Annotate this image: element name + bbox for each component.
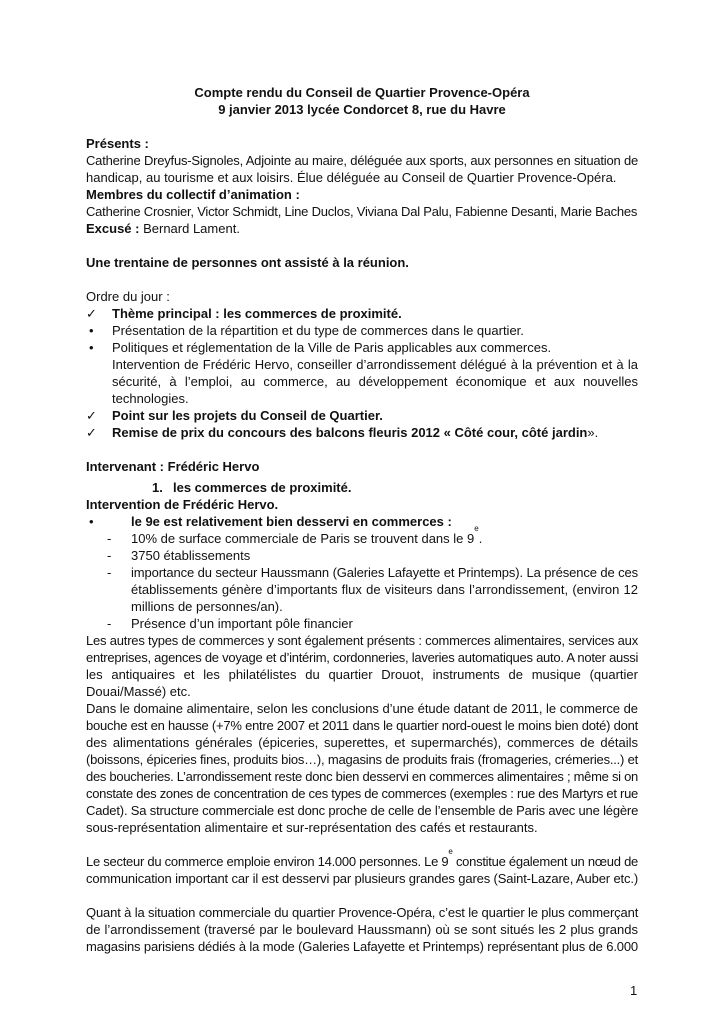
text-line: des boucheries. L’arrondissement reste donc bien desservi en commerces alimentaires ; même si on [86, 769, 638, 784]
text-line: sous-représentation alimentaire et sur-représentation des cafés et restaurants. [86, 820, 538, 835]
text-line: Intervention de Frédéric Hervo, conseiller d’arrondissement délégué à la prévention et à la [112, 357, 638, 372]
text-line: bouche est en hausse (+7% entre 2007 et 2011 dans le quartier nord-ouest le moins bien doté) dont [86, 718, 638, 733]
paragraph-employment [86, 847, 639, 887]
checkmark-icon: ✓ [86, 425, 97, 440]
dash-icon: - [107, 548, 112, 563]
attendance-note: Une trentaine de personnes ont assisté à la réunion. [86, 255, 409, 270]
text-line: magasins parisiens dédiés à la mode (Galeries Lafayette et Printemps) représentant plus de 6.000 [86, 939, 638, 954]
text-line: (boissons, épiceries fines, produits bios…), magasins de produits frais (fromageries, crémeries...) et [86, 752, 638, 767]
checkmark-icon: ✓ [86, 408, 97, 423]
bullet-item-label: le 9e est relativement bien desservi en commerces : [131, 514, 452, 529]
superscript: e [474, 524, 479, 533]
bullet-icon: • [89, 514, 94, 529]
intervention-heading: Intervention de Frédéric Hervo. [86, 497, 279, 512]
text-line: Les autres types de commerces y sont également présents : commerces alimentaires, services aux [86, 633, 638, 648]
text-line: Catherine Dreyfus-Signoles, Adjointe au maire, déléguée aux sports, aux personnes en situation de [86, 153, 638, 168]
page-number: 1 [630, 983, 638, 998]
agenda-subitem-detail [86, 356, 638, 407]
bullet-icon: • [89, 340, 94, 355]
excuse-line [86, 220, 638, 237]
excuse-label: Excusé : [86, 221, 140, 236]
dash-item [86, 547, 638, 564]
dash-item-text: Présence d’un important pôle financier [131, 616, 353, 631]
dash-item [86, 564, 638, 615]
text-line: entreprises, agences de voyage et d’intérim, cordonneries, laveries automatiques auto. A noter aussi [86, 650, 639, 665]
text-line: constate des zones de concentration de ces types de commerces (exemples : rue des Martyrs et rue [86, 786, 638, 801]
text-line: de l’arrondissement (traversé par le boulevard Haussmann) où se sont situés les 2 plus grands [86, 922, 638, 937]
dash-item [86, 524, 638, 547]
paragraph-other-shops [86, 632, 638, 700]
text-line: Douai/Massé) etc. [86, 684, 191, 699]
agenda-subitem [86, 339, 638, 356]
agenda-heading: Ordre du jour : [86, 289, 170, 304]
speaker-line: Intervenant : Frédéric Hervo [86, 459, 260, 474]
document-subtitle: 9 janvier 2013 lycée Condorcet 8, rue du Havre [218, 102, 506, 117]
text-line: sécurité, à l’emploi, au commerce, au développement économique et aux nouvelles [112, 374, 638, 389]
paragraph-food-sector [86, 700, 638, 836]
agenda-subitem-label: Présentation de la répartition et du type de commerces dans le quartier. [112, 323, 524, 338]
text-line: les antiquaires et les philatélistes du quartier Drouot, instruments de musique (quartier [86, 667, 638, 682]
agenda-item-label: Thème principal : les commerces de proximité. [112, 306, 402, 321]
agenda-item-label: Point sur les projets du Conseil de Quartier. [112, 408, 383, 423]
text-line: communication important car il est desservi par plusieurs grandes gares (Saint-Lazare, Auber etc.) [86, 871, 639, 886]
members-list: Catherine Crosnier, Victor Schmidt, Line Duclos, Viviana Dal Palu, Fabienne Desanti, Marie Baches [86, 204, 638, 219]
section-title: les commerces de proximité. [173, 480, 352, 495]
text-line: Quant à la situation commerciale du quartier Provence-Opéra, c’est le quartier le plus commerçant [86, 905, 639, 920]
text-segment: Le secteur du commerce emploie environ 14.000 personnes. Le 9 [86, 854, 449, 869]
text-segment: constitue également un nœud de [452, 854, 639, 869]
excuse-value: Bernard Lament. [139, 221, 240, 236]
paragraph-provence-opera [86, 904, 638, 955]
dash-item-text: 10% de surface commerciale de Paris se trouvent dans le 9 [131, 531, 475, 546]
bullet-item [86, 513, 638, 530]
agenda-item [86, 407, 638, 424]
agenda-item [86, 305, 638, 322]
section-number: 1. [152, 480, 163, 495]
document-page [86, 84, 638, 955]
dash-icon: - [107, 531, 112, 546]
text-line [86, 847, 639, 870]
text-line: Cadet). Sa structure commerciale est donc proche de celle de l’ensemble de Paris avec une légère [86, 803, 639, 818]
dash-item-text: 3750 établissements [131, 548, 251, 563]
checkmark-icon: ✓ [86, 306, 97, 321]
dash-icon: - [107, 616, 112, 631]
agenda-subitem [86, 322, 638, 339]
text-line: Dans le domaine alimentaire, selon les conclusions d’une étude datant de 2011, le commerce de [86, 701, 638, 716]
agenda-item [86, 424, 638, 441]
text-line: millions de personnes/an). [131, 599, 283, 614]
dash-item-text: . [478, 531, 483, 546]
agenda-item-tail: ». [587, 425, 599, 440]
section-heading [86, 479, 638, 496]
dash-item-text [86, 564, 638, 615]
dash-item [86, 615, 638, 632]
document-title: Compte rendu du Conseil de Quartier Provence-Opéra [194, 85, 530, 100]
text-line: des alimentations générales (épiceries, superettes, et supermarchés), commerces de détails [86, 735, 638, 750]
dash-icon: - [107, 565, 112, 580]
presents-text [86, 152, 638, 186]
agenda-subitem-label: Politiques et réglementation de la Ville de Paris applicables aux commerces. [112, 340, 552, 355]
text-line: handicap, au tourisme et aux loisirs. Élue déléguée au Conseil de Quartier Provence-Opéra. [86, 170, 617, 185]
bullet-icon: • [89, 323, 94, 338]
agenda-item-label: Remise de prix du concours des balcons fleuris 2012 « Côté cour, côté jardin [112, 425, 588, 440]
presents-heading: Présents : [86, 136, 149, 151]
members-heading: Membres du collectif d’animation : [86, 187, 300, 202]
superscript: e [448, 847, 453, 856]
text-line: établissements génère d’importants flux de visiteurs dans l’arrondissement, (environ 12 [131, 582, 638, 597]
text-line: importance du secteur Haussmann (Galeries Lafayette et Printemps). La présence de ces [131, 565, 638, 580]
text-line: technologies. [112, 391, 189, 406]
